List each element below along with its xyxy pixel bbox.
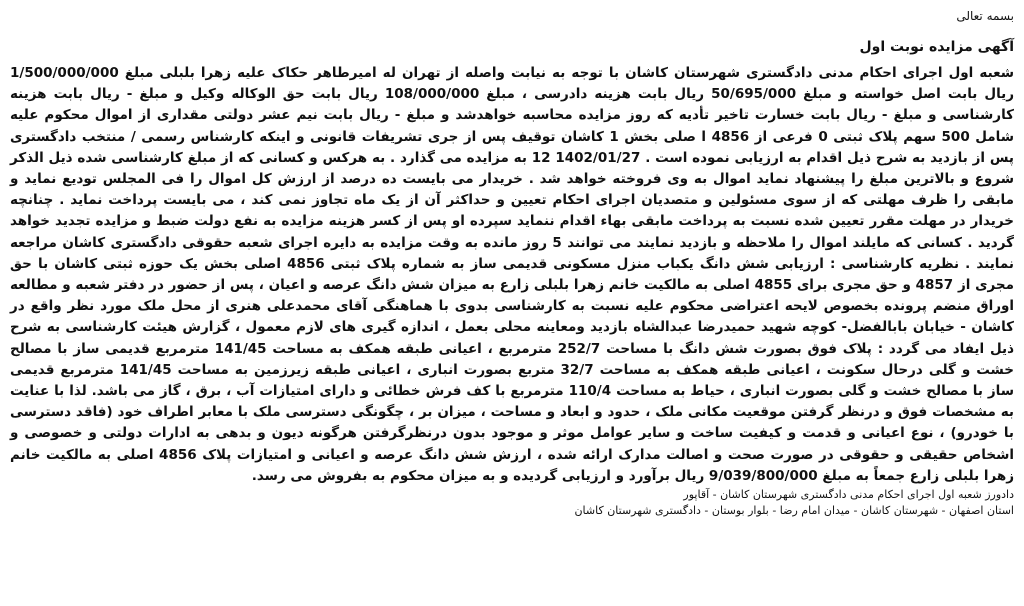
footer-address-line: استان اصفهان - شهرستان کاشان - میدان امام رضا - بلوار بوستان - دادگستری شهرستان کاشان [574,504,1014,518]
auction-notice-document [10,0,1014,606]
bismillah-heading: بسمه تعالی [956,9,1014,23]
footer-officer-line: دادورز شعبه اول اجرای احکام مدنی دادگستری شهرستان کاشان - آقاپور [683,488,1014,502]
notice-body: شعبه اول اجرای احکام مدنی دادگستری شهرستان کاشان با توجه به نیابت واصله از تهران له امیرطاهر حکاک علیه زهرا بلبلی مبلغ 1/500/000/000 ریال بابت اصل خواسته و مبلغ 50/695/000 ریال بابت هزینه دادرسی ، مبلغ 108/000/000 ریال بابت حق الوکاله وکیل و مبلغ - ریال بابت هزینه کارشناسی و مبلغ - ریال بابت خسارت تاخیر تأدیه که روز مزایده محاسبه خواهدشد و مبلغ - ریال بابت نیم عشر دولتی مقداری از اموال محکوم علیه شامل 500 سهم پلاک ثبتی 0 فرعی از 4856 ا صلی بخش 1 کاشان توقیف پس از جری تشریفات قانونی و اینکه کارشناس رسمی / منتخب دادگستری پس از بازدید به شرح ذیل اقدام به ارزیابی نموده است . 1402/01/27 12 به مزایده می گذارد . به هرکس و کسانی که از مبلغ کارشناسی شده ذیل الذکر شروع و بالاترین مبلغ را پیشنهاد نماید اموال به وی فروخته خواهد شد . خریدار می بایست ده درصد از ارزش کل اموال را فی المجلس تودیع نماید و مابقی را ظرف مهلتی که از سوی مسئولین و متصدیان اجرای احکام تعیین و حداکثر آن از یک ماه تجاوز نمی کند ، می بایست پرداخت نماید . چنانچه خریدار در مهلت مقرر تعیین شده نسبت به پرداخت مابقی بهاء اقدام ننماید سپرده او پس از کسر هزینه مزایده به نفع دولت ضبط و مزایده تجدید خواهد گردید . کسانی که مایلند اموال را ملاحظه و بازدید نمایند می توانند 5 روز مانده به وقت مزایده به دایره اجرای شعبه حقوقی دادگستری کاشان مراجعه نمایند . نظریه کارشناسی : ارزیابی شش دانگ یکباب منزل مسکونی قدیمی ساز به شماره پلاک ثبتی 4856 اصلی بخش یک حوزه ثبتی کاشان با حق مجری از 4857 و حق مجری برای 4855 اصلی به مالکیت خانم زهرا بلبلی زارع به میزان شش دانگ عرصه و اعیان ، پس از حضور در دفتر شعبه و مطالعه اوراق منضم پرونده بخصوص لایحه اعتراضی محکوم علیه نسبت به کارشناسی بدوی با هماهنگی آقای محمدعلی هنری از محل ملک مورد نظر واقع در کاشان - خیابان بابالفضل- کوچه شهید حمیدرضا عبدالشاه بازدید ومعاینه محلی بعمل ، اندازه گیری های لازم معمول ، گزارش هیئت کارشناسی به شرح ذیل ایفاد می گردد : پلاک فوق بصورت شش دانگ با مساحت 252/7 مترمربع ، اعیانی طبقه همکف به مساحت 141/45 مترمربع قدیمی ساز با مصالح خشت و گلی درحال سکونت ، اعیانی طبقه همکف به مساحت 32/7 متربع بصورت انباری ، اعیانی طبقه زیرزمین به مساحت 141/45 مترمربع قدیمی ساز با مصالح خشت و گلی بصورت انباری ، حیاط به مساحت 110/4 مترمربع با کف فرش خطائی و دارای امتیازات آب ، برق ، گاز می باشد. لذا با عنایت به مشخصات فوق و درنظر گرفتن موقعیت مکانی ملک ، حدود و ابعاد و مساحت ، میزان بر ، چگونگی دسترسی ملک با معابر اطراف خود (فاقد دسترسی با خودرو) ، نوع اعیانی و قدمت و کیفیت ساخت و سایر عوامل موثر و موجود بدون درنظرگرفتن هرگونه دیون و بدهی به ادارات دولتی و خصوصی و اشخاص حقیقی و حقوقی در صورت صحت و اصالت مدارک ارائه شده ، ارزش شش دانگ عرصه و اعیانی و امتیازات پلاک 4856 اصلی به مالکیت خانم زهرا بلبلی زارع جمعاً به مبلغ 9/039/800/000 ریال برآورد و ارزیابی گردیده و به میزان محکوم به بفروش می رسد. [10,65,1015,484]
notice-title: آگهی مزایده نوبت اول [859,39,1014,55]
